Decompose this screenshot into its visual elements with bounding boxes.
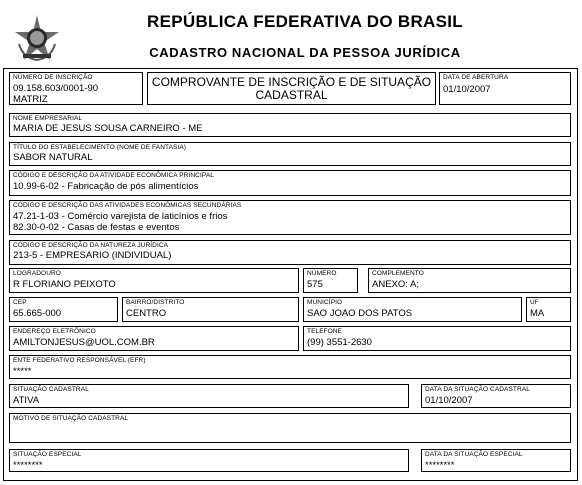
abertura-box <box>439 72 571 105</box>
situacao-especial-label: SITUAÇÃO ESPECIAL <box>13 451 82 458</box>
situacao-especial-value: ******** <box>13 460 43 471</box>
numero-value: 575 <box>307 279 323 290</box>
page-title: REPÚBLICA FEDERATIVA DO BRASIL <box>147 12 463 31</box>
fantasia-label: TÍTULO DO ESTABELECIMENTO (NOME DE FANTASIA) <box>13 144 187 151</box>
situacao-value: ATIVA <box>13 395 40 406</box>
efr-label: ENTE FEDERATIVO RESPONSÁVEL (EFR) <box>13 357 146 364</box>
abertura-value: 01/10/2007 <box>443 84 491 95</box>
comprovante-line2: CADASTRAL <box>255 88 328 102</box>
nome-empresarial-value: MARIA DE JESUS SOUSA CARNEIRO - ME <box>13 123 203 134</box>
motivo-label: MOTIVO DE SITUAÇÃO CADASTRAL <box>13 415 129 422</box>
numero-label: NÚMERO <box>307 270 337 277</box>
data-situacao-especial-box <box>421 449 571 472</box>
situacao-label: SITUAÇÃO CADASTRAL <box>13 386 89 393</box>
email-box <box>9 326 299 351</box>
atividade-principal-value: 10.99-6-02 - Fabricação de pós alimentícios <box>13 181 199 192</box>
situacao-box <box>9 384 409 408</box>
municipio-value: SAO JOAO DOS PATOS <box>307 308 413 319</box>
data-situacao-label: DATA DA SITUAÇÃO CADASTRAL <box>425 386 530 393</box>
telefone-value: (99) 3551-2630 <box>307 337 372 348</box>
cep-box <box>9 297 118 322</box>
logradouro-value: R FLORIANO PEIXOTO <box>13 279 116 290</box>
abertura-label: DATA DE ABERTURA <box>443 74 509 81</box>
atividades-secundarias-box <box>9 200 571 235</box>
atividade-principal-label: CÓDIGO E DESCRIÇÃO DA ATIVIDADE ECONÔMICA PRINCIPAL <box>13 172 214 179</box>
nome-empresarial-box <box>9 113 571 137</box>
comprovante-box <box>147 72 436 105</box>
motivo-box <box>9 413 571 443</box>
atividade-principal-box <box>9 170 571 196</box>
inscricao-label: NÚMERO DE INSCRIÇÃO <box>13 74 93 81</box>
telefone-label: TELEFONE <box>307 328 343 335</box>
email-value: AMILTONJESUS@UOL.COM.BR <box>13 337 155 348</box>
bairro-value: CENTRO <box>126 308 167 319</box>
inscricao-value: 09.158.603/0001-90 <box>13 83 99 94</box>
fantasia-box <box>9 142 571 166</box>
complemento-value: ANEXO: A; <box>372 279 419 290</box>
bairro-box <box>122 297 299 322</box>
fantasia-value: SABOR NATURAL <box>13 152 93 163</box>
data-situacao-especial-value: ******** <box>425 460 455 471</box>
logradouro-label: LOGRADOURO <box>13 270 61 277</box>
inscricao-box <box>9 72 143 105</box>
email-label: ENDEREÇO ELETRÔNICO <box>13 328 96 335</box>
numero-box <box>303 268 358 293</box>
cep-label: CEP <box>13 299 27 306</box>
bairro-label: BAIRRO/DISTRITO <box>126 299 185 306</box>
situacao-especial-box <box>9 449 409 472</box>
natureza-juridica-label: CÓDIGO E DESCRIÇÃO DA NATUREZA JURÍDICA <box>13 242 169 249</box>
uf-box <box>526 297 571 322</box>
municipio-label: MUNICÍPIO <box>307 299 343 306</box>
nome-empresarial-label: NOME EMPRESARIAL <box>13 115 83 122</box>
data-situacao-value: 01/10/2007 <box>425 395 473 406</box>
efr-box <box>9 355 571 379</box>
complemento-box <box>368 268 571 293</box>
cep-value: 65.665-000 <box>13 308 62 319</box>
data-situacao-especial-label: DATA DA SITUAÇÃO ESPECIAL <box>425 451 523 458</box>
inscricao-tipo: MATRIZ <box>13 94 48 105</box>
uf-label: UF <box>530 299 539 306</box>
efr-value: ***** <box>13 366 32 377</box>
atividade-secundaria-1: 47.21-1-03 - Comércio varejista de laticínios e frios <box>13 211 228 222</box>
municipio-box <box>303 297 522 322</box>
data-situacao-box <box>421 384 571 408</box>
uf-value: MA <box>530 308 545 319</box>
telefone-box <box>303 326 571 351</box>
complemento-label: COMPLEMENTO <box>372 270 424 277</box>
logradouro-box <box>9 268 299 293</box>
atividades-secundarias-label: CÓDIGO E DESCRIÇÃO DAS ATIVIDADES ECONÔMICAS SECUNDÁRIAS <box>13 202 242 209</box>
natureza-juridica-box <box>9 240 571 265</box>
atividade-secundaria-2: 82.30-0-02 - Casas de festas e eventos <box>13 222 180 233</box>
page-subtitle: CADASTRO NACIONAL DA PESSOA JURÍDICA <box>149 45 461 60</box>
natureza-juridica-value: 213-5 - EMPRESARIO (INDIVIDUAL) <box>13 250 172 261</box>
comprovante-line1: COMPROVANTE DE INSCRIÇÃO E DE SITUAÇÃO <box>151 75 432 89</box>
brazil-coat-of-arms-icon <box>13 14 61 62</box>
